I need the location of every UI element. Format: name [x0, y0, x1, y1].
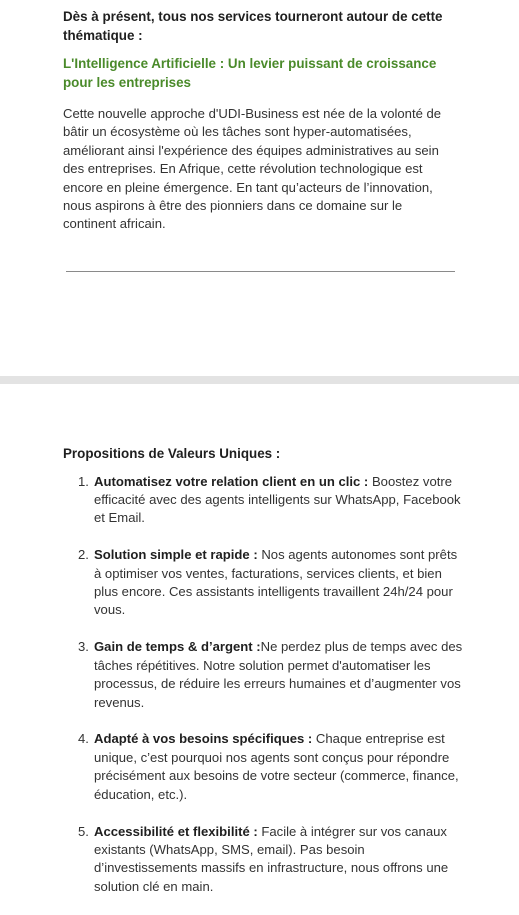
- ai-subheading: L'Intelligence Artificielle : Un levier puissant de croissance pour les entreprises: [63, 56, 437, 90]
- list-item-title: Automatisez votre relation client en un clic :: [94, 473, 369, 489]
- list-item-number: 4.: [78, 731, 89, 747]
- list-item-title: Solution simple et rapide :: [94, 547, 258, 563]
- list-item-title: Accessibilité et flexibilité :: [94, 823, 258, 839]
- list-item: [63, 473, 463, 528]
- list-item-text: Boostez votre efficacité avec des agents intelligents sur WhatsApp, Facebook et Email.: [94, 473, 461, 526]
- section-separator-band: [0, 376, 519, 384]
- list-item: [63, 638, 463, 712]
- list-item-number: 2.: [78, 547, 89, 563]
- list-item-number: 5.: [78, 823, 89, 839]
- list-item-title: Gain de temps & d’argent :: [94, 639, 261, 655]
- list-item-text: Facile à intégrer sur vos canaux existants (WhatsApp, SMS, email). Pas besoin d’investissements massifs en infrastructure, nous offrons une solution clé en main.: [94, 823, 449, 894]
- list-item: [63, 823, 463, 897]
- value-list: [63, 473, 463, 897]
- intro-heading: Dès à présent, tous nos services tourneront autour de cette thématique :: [63, 9, 443, 43]
- list-item-text: Ne perdez plus de temps avec des tâches répétitives. Notre solution permet d'automatiser les processus, de réduire les erreurs humaines et d’augmenter vos revenus.: [94, 639, 463, 710]
- list-item-number: 1.: [78, 473, 89, 489]
- list-item: [63, 730, 463, 804]
- value-propositions-section: [63, 445, 463, 915]
- list-item-title: Adapté à vos besoins spécifiques :: [94, 731, 313, 747]
- intro-paragraph: Cette nouvelle approche d'UDI-Business est née de la volonté de bâtir un écosystème où les tâches sont hyper-automatisées, améliorant ainsi l'expérience des équipes administratives au sein des entreprises. En Afrique, cette révolution technologique est encore en pleine émergence. En tant qu’acteurs de l’innovation, nous aspirons à être des pionniers dans ce domaine sur le continent africain.: [63, 106, 442, 232]
- list-item-text: Nos agents autonomes sont prêts à optimiser vos ventes, facturations, services clients, et bien plus encore. Ces assistants intelligents travaillent 24h/24 pour vous.: [94, 547, 458, 618]
- section-divider: [66, 271, 455, 272]
- list-item-text: Chaque entreprise est unique, c’est pourquoi nos agents sont conçus pour répondre précisément aux besoins de votre secteur (commerce, finance, éducation, etc.).: [94, 731, 459, 802]
- list-item-number: 3.: [78, 639, 89, 655]
- values-heading: Propositions de Valeurs Uniques :: [63, 446, 281, 461]
- list-item: [63, 546, 463, 620]
- intro-section: [0, 0, 519, 234]
